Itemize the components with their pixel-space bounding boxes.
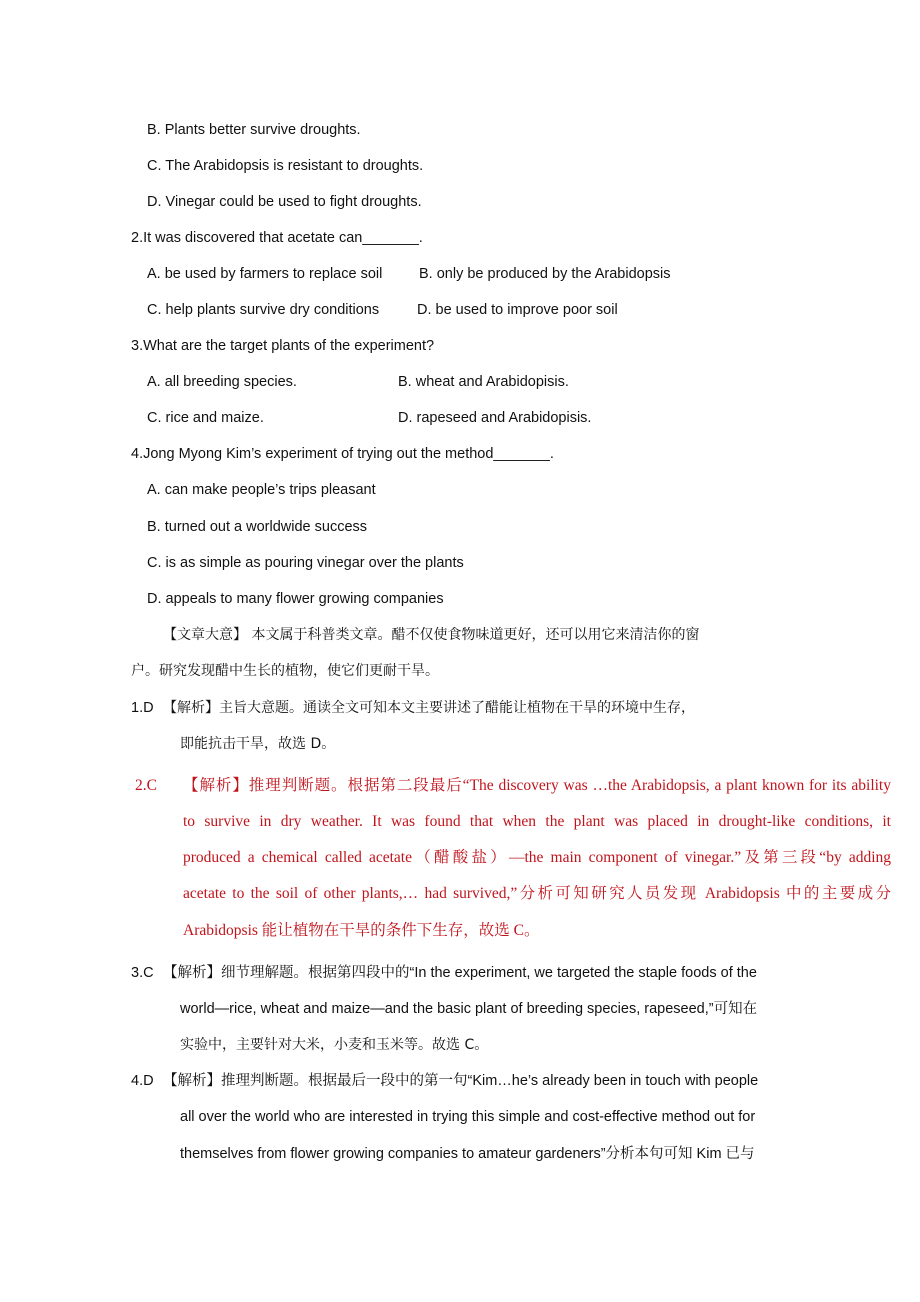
answer-2-line-2: to survive in dry weather. It was found that when the plant was placed in drought-like conditions, it [183,813,891,830]
q4-stem: 4.Jong Myong Kim’s experiment of trying out the method_______. [131,446,554,462]
q2-option-c: C. help plants survive dry conditions [147,302,380,318]
summary-line-1: 【文章大意】 本文属于科普类文章。醋不仅使食物味道更好，还可以用它来清洁你的窗 [163,627,700,643]
q3-stem: 3.What are the target plants of the experiment? [131,338,435,354]
q4-option-a: A. can make people’s trips pleasant [147,482,376,498]
answer-2-line-3: produced a chemical called acetate（醋酸盐）—the main component of vinegar.”及第三段“by adding [183,849,891,866]
q2-stem: 2.It was discovered that acetate can_______. [131,230,423,246]
q2-option-a: A. be used by farmers to replace soil [147,266,383,282]
answer-3-line-3: 实验中，主要针对大米，小麦和玉米等。故选 C。 [180,1037,489,1053]
q2-option-d: D. be used to improve poor soil [417,302,618,318]
q4-option-d: D. appeals to many flower growing companies [147,591,444,607]
summary-line-2: 户。研究发现醋中生长的植物，使它们更耐干旱。 [131,663,439,679]
q3-option-b: B. wheat and Arabidopisis. [398,374,569,390]
answer-4-number: 4.D [131,1073,154,1089]
answer-3-line-1: 【解析】细节理解题。根据第四段中的“In the experiment, we targeted the staple foods of the [163,965,757,981]
answer-2-line-4: acetate to the soil of other plants,… had survived,”分析可知研究人员发现 Arabidopsis 中的主要成分 [183,885,891,902]
answer-4-line-2: all over the world who are interested in trying this simple and cost-effective method out for [180,1109,756,1125]
q1-option-d: D. Vinegar could be used to fight droughts. [147,194,422,210]
answer-1-number: 1.D [131,700,154,716]
answer-3-number: 3.C [131,965,154,981]
answer-2-line-5: Arabidopsis 能让植物在干旱的条件下生存，故选 C。 [183,922,540,939]
answer-1-line-2: 即能抗击干旱，故选 D。 [180,736,336,752]
q3-option-a: A. all breeding species. [147,374,297,390]
q4-option-b: B. turned out a worldwide success [147,519,368,535]
answer-2-line-1: 【解析】推理判断题。根据第二段最后“The discovery was …the Arabidopsis, a plant known for its ability [183,777,891,794]
q3-option-d: D. rapeseed and Arabidopisis. [398,410,592,426]
answer-2-number: 2.C [135,777,157,794]
q1-option-b: B. Plants better survive droughts. [147,122,361,138]
q3-option-c: C. rice and maize. [147,410,264,426]
q1-option-c: C. The Arabidopsis is resistant to droughts. [147,158,424,174]
answer-3-line-2: world—rice, wheat and maize—and the basic plant of breeding species, rapeseed,”可知在 [180,1001,758,1017]
q4-option-c: C. is as simple as pouring vinegar over the plants [147,555,464,571]
answer-1-line-1: 【解析】主旨大意题。通读全文可知本文主要讲述了醋能让植物在干旱的环境中生存， [163,700,695,716]
answer-4-line-1: 【解析】推理判断题。根据最后一段中的第一句“Kim…he’s already been in touch with people [163,1073,759,1089]
answer-4-line-3: themselves from flower growing companies to amateur gardeners”分析本句可知 Kim 已与 [180,1146,755,1162]
q2-option-b: B. only be produced by the Arabidopsis [419,266,671,282]
